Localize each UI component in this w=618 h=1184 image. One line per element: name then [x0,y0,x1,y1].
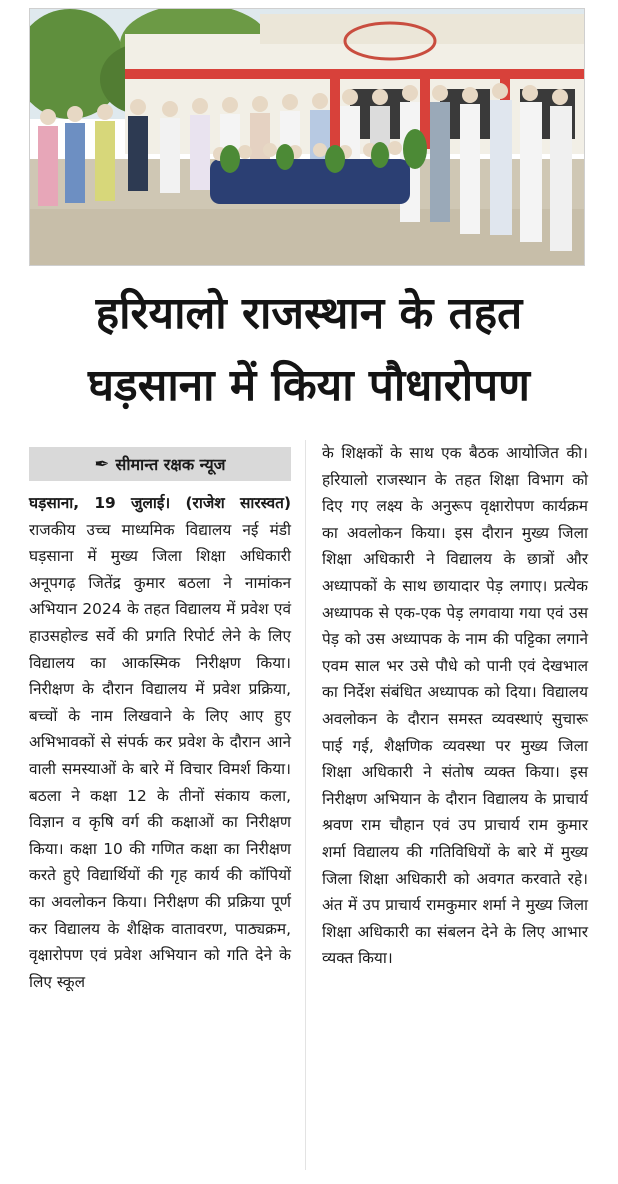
article-left-column [29,490,291,995]
headline-line-1: हरियालो राजस्थान के तहत [95,288,523,339]
article-right-column [322,440,588,972]
column-divider [305,440,306,1170]
headline-line-2: घड़साना में किया पौधारोपण [88,360,530,411]
article-left-text: राजकीय उच्च माध्यमिक विद्यालय नई मंडी घड़साना में मुख्य जिला शिक्षा अधिकारी अनूपगढ़ जितेंद्र कुमार बठला ने नामांकन अभियान 2024 के तहत विद्यालय में प्रवेश एवं हाउसहोल्ड सर्वे की प्रगति रिपोर्ट लेने के लिए विद्यालय का आकस्मिक निरीक्षण किया। निरीक्षण के दौरान विद्यालय में प्रवेश प्रक्रिया, बच्चों के नाम लिखवाने के लिए आए हुए अभिभावकों से संपर्क कर प्रवेश के दौरान आने वाली समस्याओं के बारे में विचार विमर्श किया। बठला ने कक्षा 12 के तीनों संकाय कला, विज्ञान व कृषि वर्ग की कक्षाओं का निरीक्षण किया। कक्षा 10 की गणित कक्षा का निरीक्षण करते हुऐ विद्यार्थियों की गृह कार्य की कॉपियों का अवलोकन किया। निरीक्षण की प्रक्रिया पूर्ण कर विद्यालय के शैक्षिक वातावरण, पाठ्यक्रम, वृक्षारोपण एवं प्रवेश अभियान को गति देने के लिए स्कूल [29,520,291,991]
byline-box [29,447,291,481]
article-right-text: के शिक्षकों के साथ एक बैठक आयोजित की। हरियालो राजस्थान के तहत शिक्षा विभाग को दिए गए लक्ष्य के अनुरूप वृक्षारोपण कार्यक्रम का अवलोकन किया। इस दौरान मुख्य जिला शिक्षा अधिकारी ने विद्यालय के छात्रों और अध्यापकों के साथ छायादार पेड़ लगाए। प्रत्येक अध्यापक से एक-एक पेड़ लगवाया गया एवं उस पेड़ को उस अध्यापक के नाम की पट्टिका लगाने एवम साल भर उसे पौधे को पानी एवं देखभाल का निर्देश संबंधित अध्यापक को दिया। विद्यालय अवलोकन के दौरान समस्त व्यवस्थाएं सुचारू पाई गई, शैक्षणिक व्यवस्था पर मुख्य जिला शिक्षा अधिकारी ने संतोष व्यक्त किया। इस निरीक्षण अभियान के दौरान विद्यालय के प्राचार्य श्रवण राम चौहान एवं उप प्राचार्य राम कुमार शर्मा विद्यालय की गतिविधियों के बारे में मुख्य जिला शिक्षा अधिकारी को अवगत करवाते रहे। अंत में उप प्राचार्य रामकुमार शर्मा ने मुख्य जिला शिक्षा अधिकारी का संबलन देने के लिए आभार व्यक्त किया। [322,444,588,968]
pen-nib-icon: ✒ [94,453,110,475]
dateline: घड़साना, 19 जुलाई। (राजेश सारस्वत) [29,494,291,512]
byline-source: सीमान्त रक्षक न्यूज [115,455,226,474]
news-photo [29,8,585,266]
